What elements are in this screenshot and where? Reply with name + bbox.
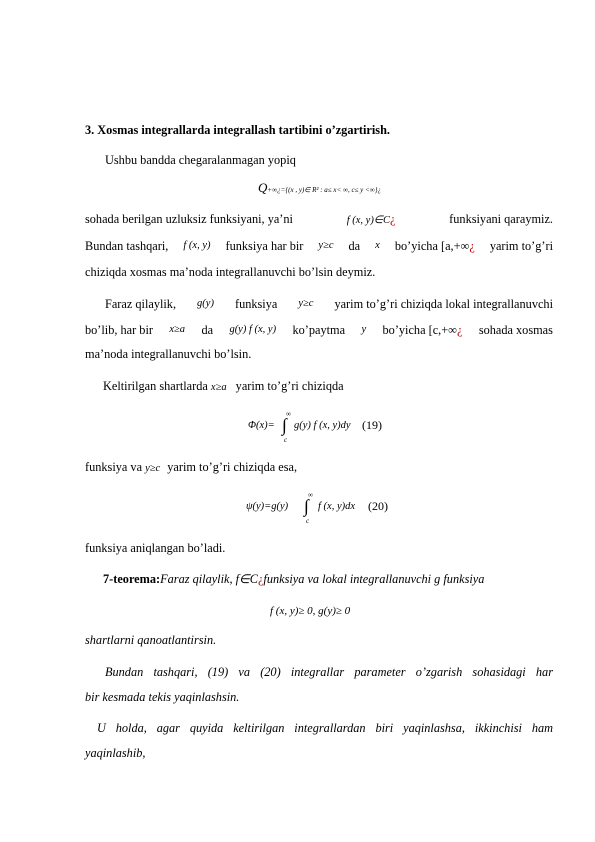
math: f (x, y)∈C: [346, 215, 390, 226]
text-line-7: [103, 378, 344, 396]
equation-20: [246, 491, 406, 525]
text: Faraz qilaylik,: [105, 297, 177, 311]
text-red: [395, 238, 475, 254]
text: yarim to’g’ri chiziqda: [235, 379, 344, 393]
text: Faraz qilaylik, f∈C: [160, 572, 258, 586]
red-glyph: ¿: [469, 239, 475, 253]
equation-19: [248, 410, 398, 444]
text-line-3: chiziqda xosmas ma’noda integrallanuvchi bo’lsin deymiz.: [85, 265, 376, 279]
text-line-13: U holda, agar quyida keltirilgan integrallardan biri yaqinlashsa, ikkinchisi ham: [97, 721, 553, 735]
text-line-1: [85, 211, 553, 229]
text: sohada xosmas: [478, 323, 553, 337]
text-line-9: funksiya aniqlangan bo’ladi.: [85, 541, 226, 555]
text-line-14: yaqinlashib,: [85, 746, 146, 760]
eq19-body: g(y) f (x, y)dy: [294, 420, 351, 431]
math: y≥c: [318, 240, 334, 251]
math-inline: [347, 211, 396, 229]
math: g(y): [197, 298, 214, 309]
intro-line: Ushbu bandda chegaralanmagan yopiq: [105, 153, 296, 167]
text: yarim to’g’ri chiziqda lokal integrallanuvchi: [334, 297, 553, 311]
math: y: [361, 324, 367, 335]
text-line-10: shartlarni qanoatlantirsin.: [85, 633, 217, 647]
red-glyph: ¿: [257, 572, 264, 586]
text: funksiya: [234, 297, 278, 311]
math: x≥a: [210, 382, 227, 393]
text-line-6: ma’noda integrallanuvchi bo’lsin.: [85, 347, 252, 361]
text: bo’lib, har bir: [85, 323, 153, 337]
text: Bundan tashqari,: [85, 239, 169, 253]
text-line-4: [105, 296, 553, 312]
text-line-12: bir kesmada tekis yaqinlashsin.: [85, 690, 240, 704]
text: funksiya har bir: [225, 239, 304, 253]
domain-q: Q: [258, 180, 268, 195]
text: bo’yicha [c,+∞: [382, 323, 457, 337]
integral-sign: ∫: [304, 496, 309, 516]
text: da: [348, 239, 361, 253]
eq20-number: (20): [368, 499, 388, 513]
text: funksiya va: [85, 460, 143, 474]
text: da: [201, 323, 214, 337]
math: y≥c: [298, 298, 314, 309]
integral-sign: ∫: [282, 415, 287, 435]
text-red: [383, 322, 463, 338]
eq20-upper-limit: ∞: [308, 491, 313, 499]
domain-formula: [258, 180, 381, 198]
text-line-5: [85, 322, 553, 338]
text-line-2: [85, 238, 553, 254]
theorem-label: 7-teorema:: [103, 572, 161, 586]
math: y≥c: [145, 463, 161, 474]
text: yarim to’g’ri: [489, 239, 553, 253]
eq19-upper-limit: ∞: [286, 410, 291, 418]
eq20-lhs: ψ(y)=g(y): [246, 501, 289, 512]
theorem-line: [103, 571, 484, 587]
eq19-lhs: Φ(x)=: [248, 420, 275, 431]
eq20-lower-limit: c: [306, 517, 310, 525]
condition-formula: f (x, y)≥ 0, g(y)≥ 0: [270, 605, 351, 617]
text: ko’paytma: [292, 323, 346, 337]
math: x≥a: [169, 324, 186, 335]
math: f (x, y): [183, 240, 211, 251]
eq19-lower-limit: c: [284, 436, 288, 444]
math: x: [375, 240, 380, 251]
text: funksiyani qaraymiz.: [449, 212, 553, 226]
text: sohada berilgan uzluksiz funksiyani, ya’ni: [85, 212, 293, 226]
text: bo’yicha [a,+∞: [394, 239, 470, 253]
eq20-body: f (x, y)dx: [318, 501, 356, 512]
text: funksiya va lokal integrallanuvchi g funksiya: [263, 572, 485, 586]
eq19-number: (19): [362, 418, 382, 432]
red-glyph: ¿: [456, 323, 463, 337]
text-line-8: [85, 459, 297, 477]
domain-subscript: +∞¿={(x , y)∈ R² : a≤ x< ∞, c≤ y <∞}¿: [267, 186, 382, 194]
text: yarim to’g’ri chiziqda esa,: [167, 460, 298, 474]
section-heading: 3. Xosmas integrallarda integrallash tartibini o’zgartirish.: [85, 123, 391, 137]
red-glyph: ¿: [389, 212, 396, 226]
text: Keltirilgan shartlarda: [103, 379, 208, 393]
text-line-11: Bundan tashqari, (19) va (20) integrallar parameter o’zgarish sohasidagi har: [105, 665, 553, 679]
math: g(y) f (x, y): [229, 324, 277, 335]
